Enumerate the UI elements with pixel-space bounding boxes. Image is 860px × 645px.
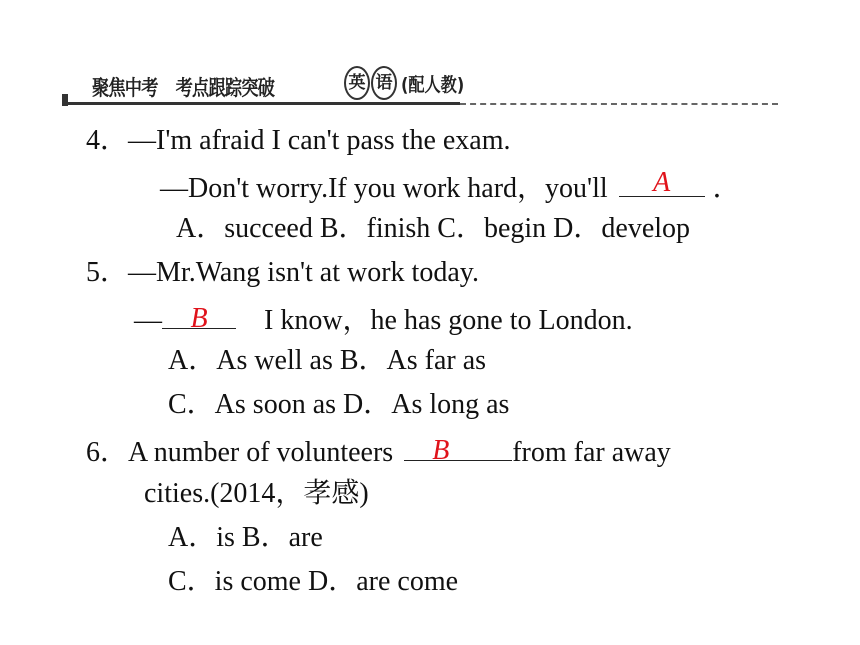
header-solid-rule — [68, 102, 460, 105]
q4-prompt: —I'm afraid I can't pass the exam. — [128, 125, 511, 156]
q5-number: 5． — [86, 257, 129, 288]
q6-options-line2: C．is come D．are come — [168, 566, 459, 597]
q5-prompt: —Mr.Wang isn't at work today. — [128, 257, 479, 288]
subject-badge — [344, 66, 475, 100]
badge-char-ying: 英 — [344, 66, 370, 100]
q6-number: 6． — [86, 437, 129, 468]
q4-prompt-line — [86, 124, 511, 158]
q5-options-line2: C．As soon as D．As long as — [168, 389, 510, 420]
badge-edition: (配人教) — [401, 73, 465, 96]
q4-options: A．succeed B．finish C．begin D．develop — [176, 213, 691, 244]
q6-line1 — [86, 432, 671, 470]
q5-reply-line — [134, 300, 633, 338]
page-header — [62, 64, 782, 110]
badge-char-yu: 语 — [371, 66, 397, 100]
q6-options-line1: A．is B．are — [168, 522, 323, 553]
q5-prompt-line — [86, 256, 479, 290]
header-title-right: 考点跟踪突破 — [175, 76, 275, 100]
header-dashed-rule — [460, 103, 778, 105]
q4-number: 4． — [86, 125, 129, 156]
header-title-left: 聚焦中考 — [92, 76, 158, 100]
q4-answer-blank — [619, 168, 705, 197]
q6-answer-blank — [404, 432, 512, 466]
q6-text-after: from far away — [512, 437, 671, 468]
q4-answer: A — [653, 167, 671, 198]
q5-options-line1: A．As well as B．As far as — [168, 345, 487, 376]
q6-line2: cities.(2014，孝感) — [144, 478, 369, 509]
q4-reply-line — [160, 168, 741, 206]
q6-text-before: A number of volunteers — [128, 437, 394, 468]
q5-reply-dash: — — [134, 305, 162, 336]
q5-answer: B — [190, 303, 208, 334]
q4-reply-before: —Don't worry.If you work hard，you'll — [160, 173, 608, 204]
q5-answer-blank — [162, 300, 236, 334]
q6-answer: B — [432, 435, 450, 466]
header-title — [92, 72, 274, 102]
q5-reply-after: I know，he has gone to London. — [264, 305, 633, 336]
q4-reply-end: ． — [712, 173, 741, 204]
